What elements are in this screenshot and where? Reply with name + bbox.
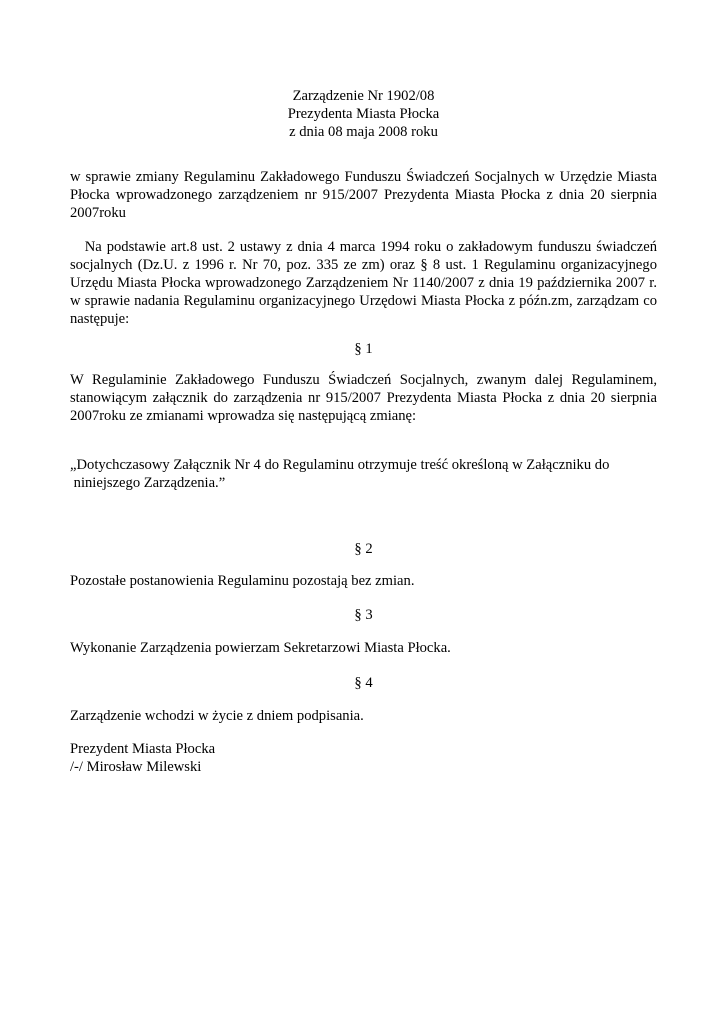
preamble-line: socjalnych (Dz.U. z 1996 r. Nr 70, poz. 335 ze zm) oraz § 8 ust. 1 Regulaminu organizacyjnego [70,257,657,273]
section-3-text: Wykonanie Zarządzenia powierzam Sekretarzowi Miasta Płocka. [70,640,451,656]
section-2-heading: § 2 [354,541,373,557]
quote-line: niniejszego Zarządzenia.” [70,475,226,491]
subject-line: Płocka wprowadzonego zarządzeniem nr 915/2007 Prezydenta Miasta Płocka z dnia 20 sierpnia [70,187,657,203]
subject-paragraph [70,168,657,222]
section-1-line: 2007roku ze zmianami wprowadza się następującą zmianę: [70,408,417,424]
preamble-line: następuje: [70,311,130,327]
header-issuer: Prezydenta Miasta Płocka [287,106,440,122]
section-1-quote [70,456,657,492]
section-2-text: Pozostałe postanowienia Regulaminu pozostają bez zmian. [70,573,415,589]
subject-line: w sprawie zmiany Regulaminu Zakładowego Funduszu Świadczeń Socjalnych w Urzędzie Miasta [70,169,657,185]
section-1-heading: § 1 [354,341,373,357]
signature-title: Prezydent Miasta Płocka [70,741,216,757]
section-1-paragraph [70,371,657,425]
document-header [70,87,657,141]
section-3-heading: § 3 [354,607,373,623]
section-4-heading: § 4 [354,675,373,691]
signature-block [70,740,657,776]
preamble-line: Na podstawie art.8 ust. 2 ustawy z dnia 4 marca 1994 roku o zakładowym funduszu świadczeń [70,239,657,255]
signature-name: /-/ Mirosław Milewski [70,759,202,775]
preamble-line: w sprawie nadania Regulaminu organizacyjnego Urzędowi Miasta Płocka z późn.zm, zarządzam co [70,293,657,309]
quote-line: „Dotychczasowy Załącznik Nr 4 do Regulaminu otrzymuje treść określoną w Załączniku do [70,457,610,473]
preamble-line: Urzędu Miasta Płocka wprowadzonego Zarządzeniem Nr 1140/2007 z dnia 19 października 2007 r. [70,275,657,291]
section-1-line: stanowiącym załącznik do zarządzenia nr 915/2007 Prezydenta Miasta Płocka z dnia 20 sierpnia [70,390,657,406]
preamble-paragraph [70,238,657,328]
section-4-text: Zarządzenie wchodzi w życie z dniem podpisania. [70,708,364,724]
subject-line: 2007roku [70,205,126,221]
header-date: z dnia 08 maja 2008 roku [289,124,438,140]
section-1-line: W Regulaminie Zakładowego Funduszu Świadczeń Socjalnych, zwanym dalej Regulaminem, [70,372,657,388]
header-title: Zarządzenie Nr 1902/08 [292,88,435,104]
